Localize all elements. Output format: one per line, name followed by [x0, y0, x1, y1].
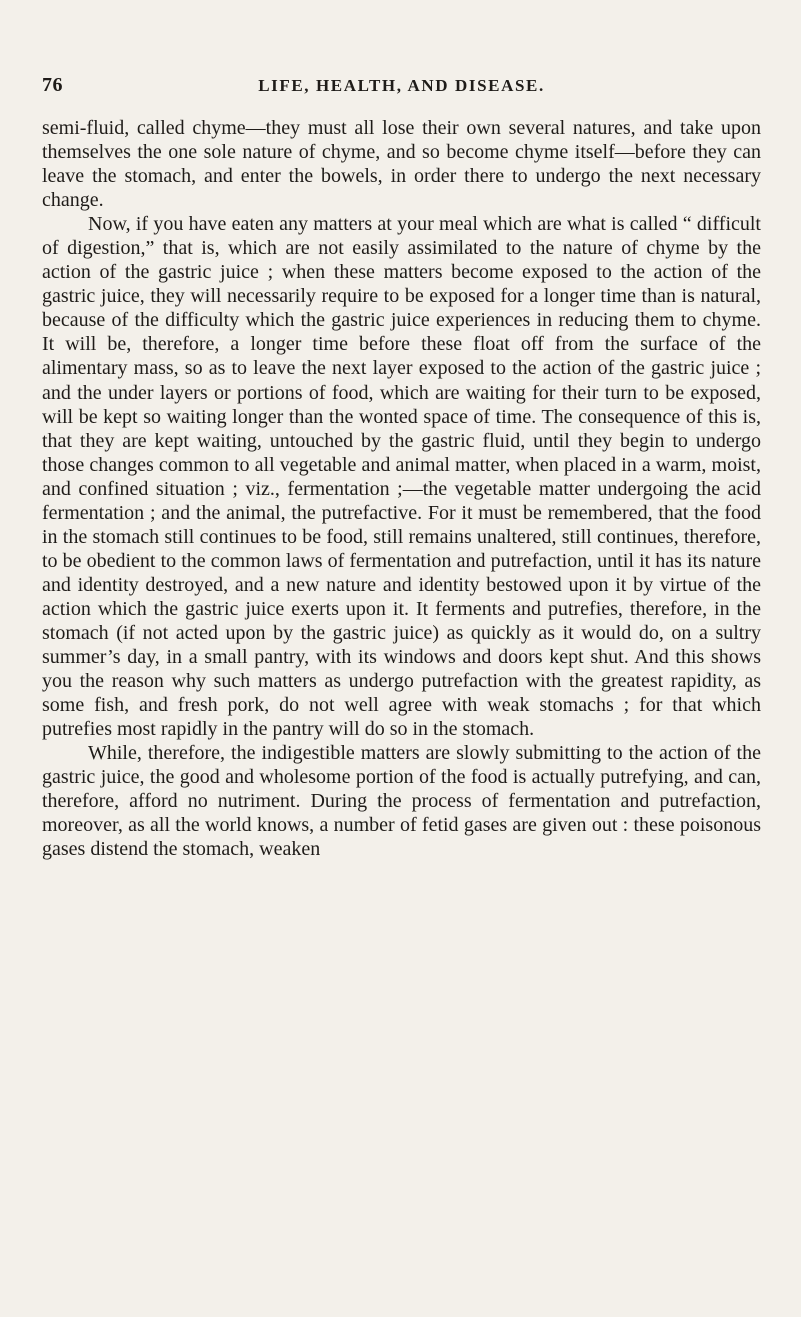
- page-number: 76: [42, 74, 63, 96]
- running-title: LIFE, HEALTH, AND DISEASE.: [258, 76, 545, 95]
- running-header: [42, 74, 761, 102]
- paragraph-putrefaction: While, therefore, the indigestible matters are slowly submitting to the action of the gastric juice, the good and wholesome portion of the food is actually putrefying, and can, therefore, afford no nutriment. During the process of fermentation and putrefaction, moreover, as all the world knows, a number of fetid gases are given out : these poisonous gases distend the stomach, weaken: [42, 742, 761, 861]
- paragraph-indigestible-matters: Now, if you have eaten any matters at your meal which are what is called “ difficult of digestion,” that is, which are not easily assimilated to the nature of chyme by the action of the gastric juice ; when these matters become exposed to the action of the gastric juice, they will necessarily require to be exposed for a longer time than is natural, because of the difficulty which the gastric juice experiences in reducing them to chyme. It will be, therefore, a longer time before these float off from the surface of the alimentary mass, so as to leave the next layer exposed to the action of the gastric juice ; and the under layers or portions of food, which are waiting for their turn to be exposed, will be kept so waiting longer than the wonted space of time. The consequence of this is, that they are kept waiting, untouched by the gastric fluid, until they begin to undergo those changes common to all vegetable and animal matter, when placed in a warm, moist, and confined situation ; viz., fermentation ;—the vegetable matter undergoing the acid fermentation ; and the animal, the putrefactive. For it must be remembered, that the food in the stomach still continues to be food, still remains unaltered, still continues, therefore, to be obedient to the common laws of fermentation and putrefaction, until it has its nature and identity destroyed, and a new nature and identity bestowed upon it by virtue of the action which the gastric juice exerts upon it. It ferments and putrefies, therefore, in the stomach (if not acted upon by the gastric juice) as quickly as it would do, on a sultry summer’s day, in a small pantry, with its windows and doors kept shut. And this shows you the reason why such matters as undergo putrefaction with the greatest rapidity, as some fish, and fresh pork, do not well agree with weak stomachs ; for that which putrefies most rapidly in the pantry will do so in the stomach.: [42, 213, 761, 741]
- body-text: [42, 116, 761, 861]
- paragraph-continued: semi-fluid, called chyme—they must all lose their own several natures, and take upon themselves the one sole nature of chyme, and so become chyme itself—before they can leave the stomach, and enter the bowels, in order there to undergo the next necessary change.: [42, 117, 761, 212]
